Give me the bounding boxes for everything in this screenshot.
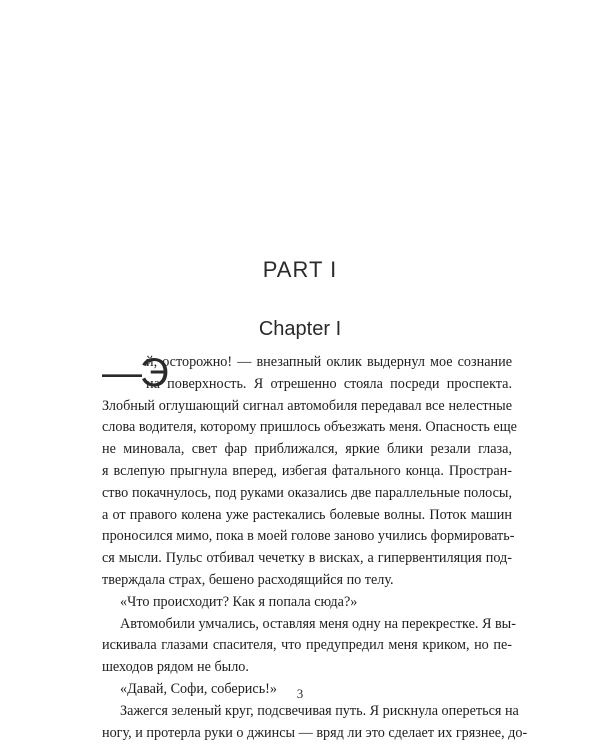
chapter-title: Chapter I	[258, 318, 342, 340]
text-line: ногу, и протерла руки о джинсы — вряд ли это сделает их грязнее, до-	[102, 724, 528, 741]
text-line: я вслепую прыгнула вперед, избегая фатального конца. Простран-	[102, 462, 512, 479]
drop-cap: —Э	[102, 351, 167, 395]
text-line: й, осторожно! — внезапный оклик выдернул мое сознание	[146, 354, 512, 370]
text-line: шеходов рядом не было.	[102, 659, 249, 676]
text-line: проносился мимо, пока в моей голове заново учились формировать-	[102, 528, 515, 545]
text-line: искивала глазами спасителя, что предупредил меня криком, но пе-	[102, 637, 512, 654]
text-line: слова водителя, которому пришлось объезжать меня. Опасность еще	[102, 419, 517, 436]
text-line: «Что происходит? Как я попала сюда?»	[120, 593, 358, 610]
text-line: на поверхность. Я отрешенно стояла посреди проспекта.	[146, 375, 512, 392]
text-line: ство покачнулось, под руками оказались две параллельные полосы,	[102, 484, 512, 501]
text-line: Злобный оглушающий сигнал автомобиля передавал все нелестные	[102, 397, 512, 414]
text-line: ся мысли. Пульс отбивал чечетку в висках, а гипервентиляция под-	[102, 550, 512, 567]
text-line: Зажегся зеленый круг, подсвечивая путь. Я рискнула опереться на	[120, 702, 519, 719]
text-line: Автомобили умчались, оставляя меня одну на перекрестке. Я вы-	[120, 615, 516, 632]
text-line: а от правого колена уже растекались болевые волны. Поток машин	[102, 506, 512, 523]
text-line: не миновала, свет фар приближался, яркие блики резали глаза,	[102, 441, 512, 458]
part-title: PART I	[262, 257, 338, 282]
text-line: тверждала страх, бешено расходящийся по телу.	[102, 571, 394, 588]
page-number: 3	[296, 686, 304, 701]
text-line: «Давай, Софи, соберись!»	[120, 680, 277, 697]
